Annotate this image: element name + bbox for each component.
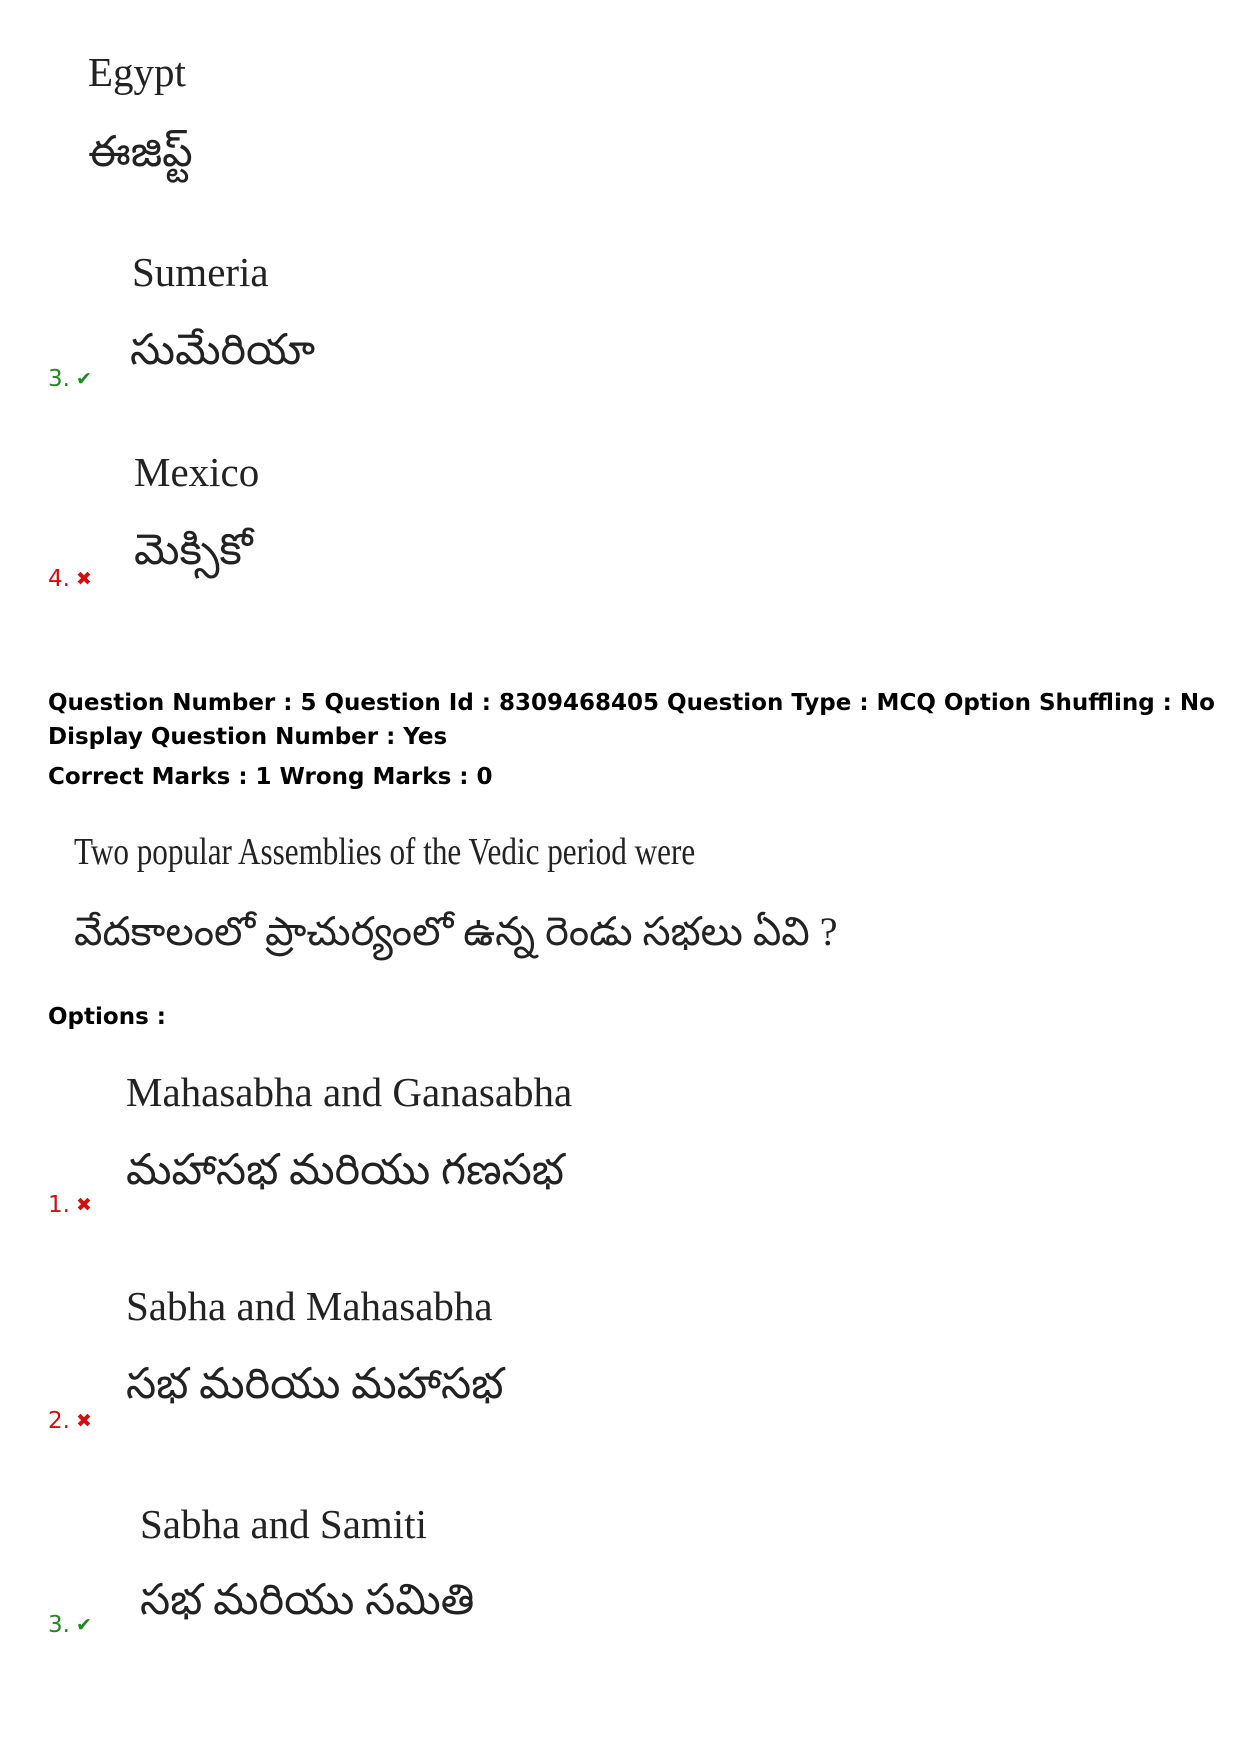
option-number-2 [48,1408,92,1434]
check-icon: ✔ [75,368,92,390]
option-number-text: 3. [48,1612,70,1638]
option-number-3-prev [48,366,92,392]
option-english-mexico: Mexico [134,449,260,495]
question-meta-line-2: Display Question Number : Yes [48,724,448,750]
option-number-1 [48,1192,92,1218]
question-text-english: Two popular Assemblies of the Vedic period were [74,831,696,873]
option-3-english: Sabha and Samiti [140,1501,427,1547]
cross-icon: ✖ [75,568,92,590]
question-text-telugu: వేదకాలంలో ప్రాచుర్యంలో ఉన్న రెండు సభలు ఏవి ? [74,909,838,954]
question-meta-line-1: Question Number : 5 Question Id : 8309468405 Question Type : MCQ Option Shuffling : No [48,690,1215,716]
option-number-text: 1. [48,1192,70,1218]
option-2-telugu: సభ మరియు మహాసభ [126,1361,504,1408]
option-number-text: 2. [48,1408,70,1434]
option-telugu-sumeria: సుమేరియా [130,327,316,374]
options-label: Options : [48,1004,166,1030]
option-1-telugu: మహాసభ మరియు గణసభ [126,1147,565,1194]
cross-icon: ✖ [75,1410,92,1432]
option-telugu-mexico: మెక్సికో [134,527,253,574]
option-english-egypt: Egypt [88,49,186,95]
option-english-sumeria: Sumeria [132,249,269,295]
cross-icon: ✖ [75,1194,92,1216]
option-number-4-prev [48,566,92,592]
question-marks: Correct Marks : 1 Wrong Marks : 0 [48,764,493,790]
option-number-3 [48,1612,92,1638]
check-icon: ✔ [75,1614,92,1636]
option-telugu-egypt: ఈజిప్ట్ [88,129,193,176]
option-1-english: Mahasabha and Ganasabha [126,1069,573,1115]
option-number-text: 4. [48,566,70,592]
option-3-telugu: సభ మరియు సమితి [140,1577,475,1624]
option-2-english: Sabha and Mahasabha [126,1283,493,1329]
option-number-text: 3. [48,366,70,392]
